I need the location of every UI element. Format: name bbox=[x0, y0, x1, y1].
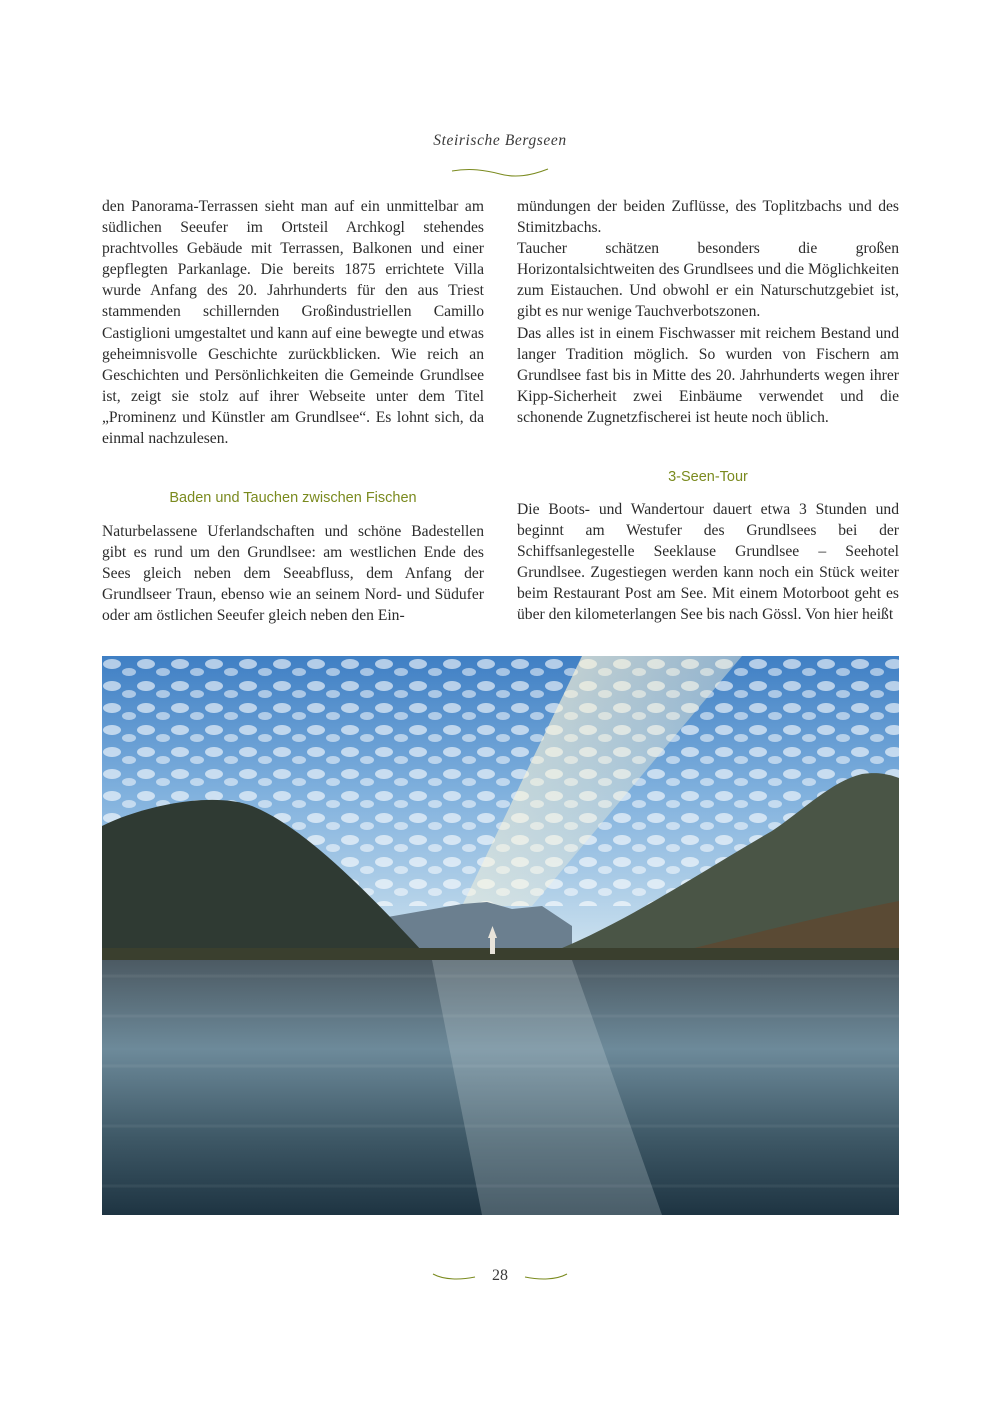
section-heading-3-seen-tour: 3-Seen-Tour bbox=[668, 469, 748, 485]
left-paragraph-2: Naturbelassene Uferlandschaften und schöne Badestellen gibt es rund um den Grundlsee: am westlichen Ende des Sees gleich neben dem Seeabfluss, dem Anfang der Grundlseer Traun, ebenso wie an seinem Nord- und Südufer oder am östlichen Seeufer gleich neben den Ein- bbox=[102, 523, 484, 625]
header-ornament bbox=[450, 166, 550, 180]
right-paragraph-4: Die Boots- und Wandertour dauert etwa 3 Stunden und beginnt am Westufer des Grundlsees bei der Schiffsanlegestelle Seeklause Grundlsee – Seehotel Grundlsee. Zugestiegen werden kann noch ein Stück weiter beim Restaurant Post am See. Mit einem Motorboot geht es über den kilometerlangen See bis nach Gössl. Von hier heißt bbox=[517, 501, 899, 624]
running-header-title: Steirische Bergseen bbox=[433, 132, 567, 149]
right-paragraph-2: Taucher schätzen besonders die großen Horizontalsichtweiten des Grundlsees und die Möglichkeiten zum Eistauchen. Und obwohl er ein Naturschutzgebiet ist, gibt es nur wenige Tauchverbotszonen. bbox=[517, 240, 899, 321]
left-column-intro bbox=[102, 196, 484, 449]
right-paragraph-3: Das alles ist in einem Fischwasser mit reichem Bestand und langer Tradition möglich. So wurden von Fischern am Grundlsee fast bis in Mitte des 20. Jahrhunderts wegen ihrer Kipp-Sicherheit zwei Einbäume verwendet und die schonende Zugnetzfischerei ist heute noch üblich. bbox=[517, 324, 899, 426]
left-paragraph-1: den Panorama-Terrassen sieht man auf ein unmittelbar am südlichen Seeufer im Ortsteil Archkogl stehendes prachtvolles Gebäude mit Terrassen, Balkonen und einer gepflegten Parkanlage. Die bereits 1875 errichtete Villa wurde Anfang des 20. Jahrhunderts für den aus Triest stammenden schillernden Großindustriellen Camillo Castiglioni umgestaltet und kann auf eine bewegte und etwas geheimnisvolle Geschichte zurückblicken. Wie reich an Geschichten und Persönlichkeiten die Gemeinde Grundlsee ist, zeigt sie stolz auf ihrer Webseite unter dem Titel „Prominenz und Künstler am Grundlsee“. Es lohnt sich, da einmal nachzulesen. bbox=[102, 198, 484, 448]
left-column-baden bbox=[102, 521, 484, 626]
page-number: 28 bbox=[492, 1267, 508, 1284]
footer-ornament-left bbox=[432, 1271, 476, 1281]
footer bbox=[0, 1267, 1000, 1285]
right-column-tour bbox=[517, 499, 899, 626]
right-column-intro bbox=[517, 196, 899, 428]
right-paragraph-1: mündungen der beiden Zuflüsse, des Toplitzbachs und des Stimitzbachs. bbox=[517, 198, 899, 237]
footer-ornament-right bbox=[524, 1271, 568, 1281]
section-heading-baden: Baden und Tauchen zwischen Fischen bbox=[169, 490, 417, 506]
lake-landscape-photo bbox=[102, 656, 899, 1215]
